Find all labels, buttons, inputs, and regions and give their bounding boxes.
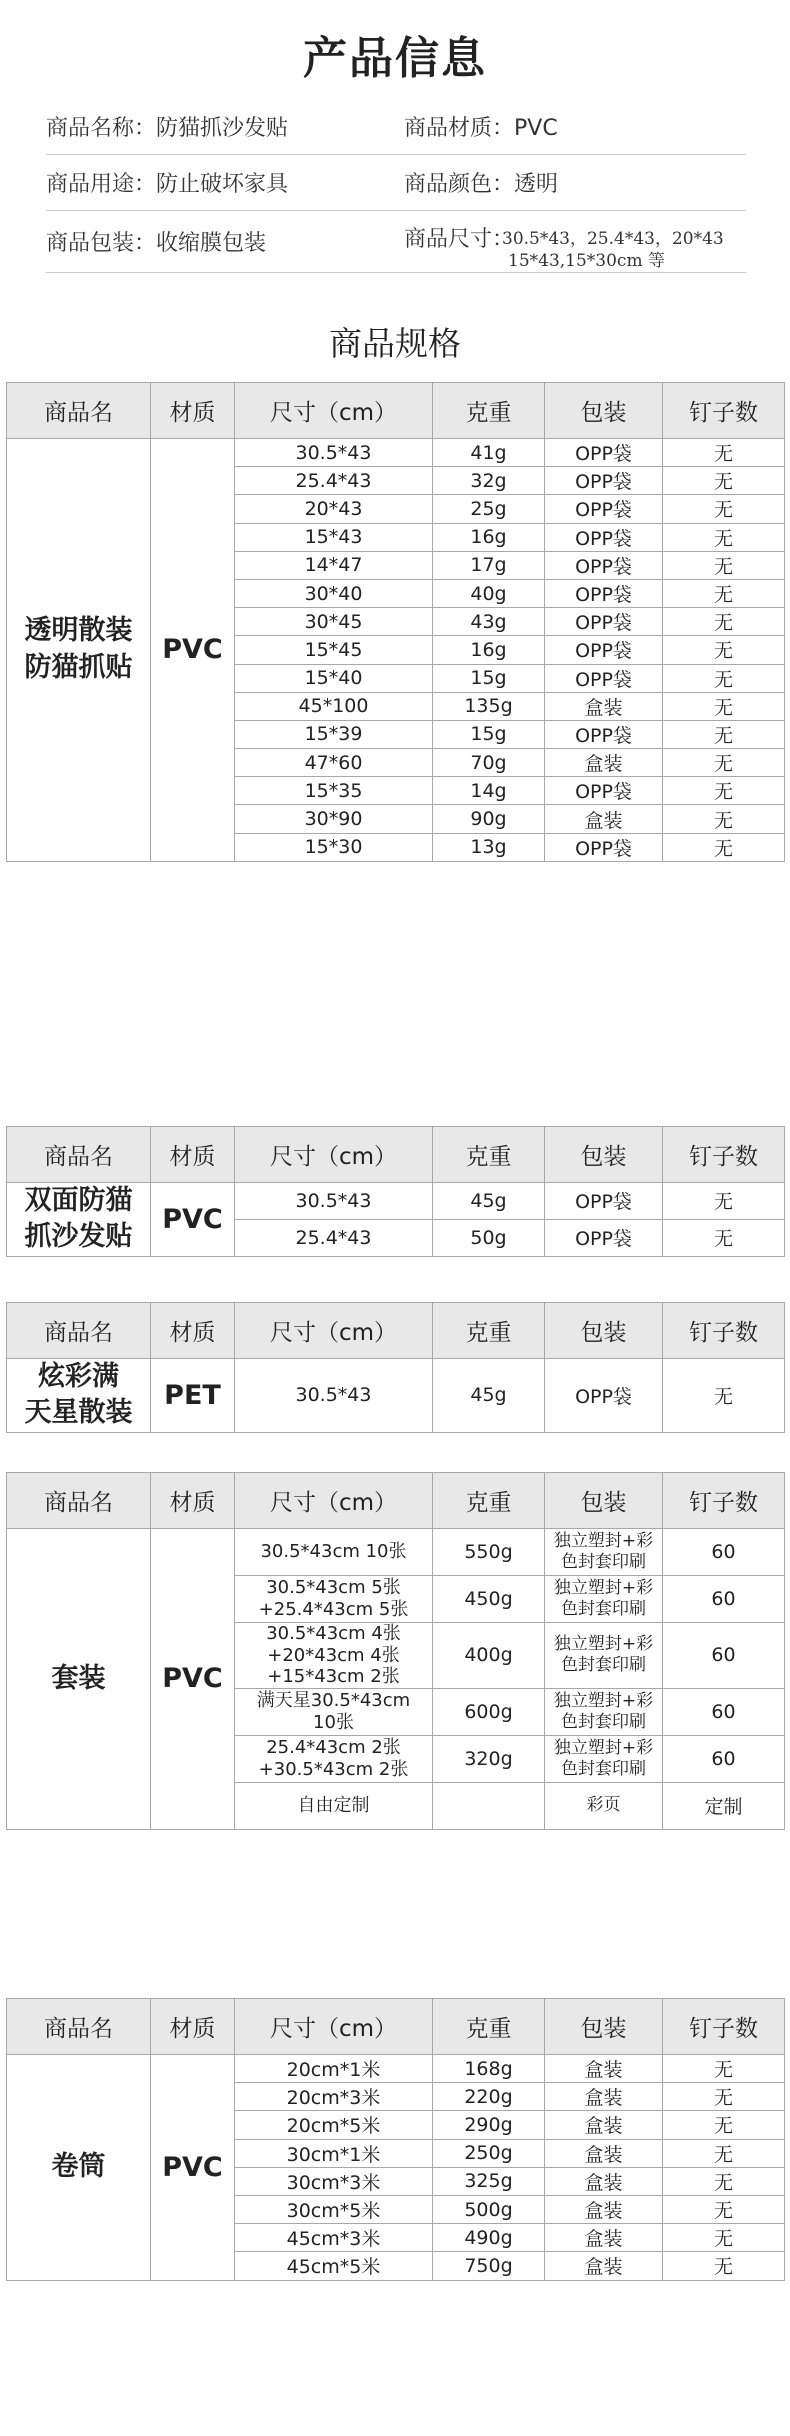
cell-line: 色封套印刷 bbox=[561, 1599, 646, 1619]
material-cell: PVC bbox=[151, 1529, 235, 1830]
nails-cell: 无 bbox=[663, 2195, 785, 2223]
cell-line: 色封套印刷 bbox=[561, 1552, 646, 1572]
weight-cell: 500g bbox=[433, 2195, 545, 2223]
nails-cell: 无 bbox=[663, 805, 785, 833]
cell-line: 独立塑封+彩 bbox=[553, 1577, 654, 1598]
table-header-row bbox=[7, 383, 785, 439]
page-title: 产品信息 bbox=[303, 33, 487, 84]
product-name-cell bbox=[7, 2055, 151, 2281]
cell-line: 独立塑封+彩 bbox=[553, 1737, 654, 1758]
packaging-cell: OPP袋 bbox=[545, 833, 663, 861]
header-packaging: 包装 bbox=[545, 1473, 663, 1529]
weight-cell: 168g bbox=[433, 2055, 545, 2083]
info-product-name: 商品名称：防猫抓沙发贴 bbox=[46, 116, 289, 141]
weight-cell: 13g bbox=[433, 833, 545, 861]
material-cell: PVC bbox=[151, 1183, 235, 1257]
info-packaging: 商品包装：收缩膜包装 bbox=[46, 231, 267, 256]
header-material: 材质 bbox=[151, 1127, 235, 1183]
size-cell: 30.5*43 bbox=[235, 439, 433, 467]
size-cell: 30cm*3米 bbox=[235, 2167, 433, 2195]
packaging-cell bbox=[545, 1623, 663, 1689]
packaging-cell: OPP袋 bbox=[545, 467, 663, 495]
nails-cell: 无 bbox=[663, 2083, 785, 2111]
cell-line: 彩页 bbox=[586, 1795, 621, 1816]
header-nails: 钉子数 bbox=[663, 1127, 785, 1183]
info-size-label: 商品尺寸： bbox=[404, 227, 515, 252]
info-material: 商品材质：PVC bbox=[404, 116, 558, 141]
packaging-cell: 盒装 bbox=[545, 2252, 663, 2280]
cell-line: 套装 bbox=[51, 1662, 106, 1694]
material-cell: PVC bbox=[151, 2055, 235, 2281]
info-usage: 商品用途：防止破坏家具 bbox=[46, 172, 289, 197]
packaging-cell: OPP袋 bbox=[545, 1359, 663, 1433]
size-cell: 20*43 bbox=[235, 495, 433, 523]
weight-cell: 15g bbox=[433, 720, 545, 748]
packaging-cell: OPP袋 bbox=[545, 720, 663, 748]
cell-line: 10张 bbox=[313, 1711, 354, 1733]
header-nails: 钉子数 bbox=[663, 1473, 785, 1529]
header-size: 尺寸（cm） bbox=[235, 1473, 433, 1529]
cell-line: 自由定制 bbox=[297, 1794, 370, 1816]
spec-table-set bbox=[6, 1472, 785, 1830]
cell-line: 色封套印刷 bbox=[561, 1758, 646, 1779]
table-header-row bbox=[7, 1999, 785, 2055]
packaging-cell bbox=[545, 1782, 663, 1829]
packaging-cell: OPP袋 bbox=[545, 523, 663, 551]
packaging-cell: 盒装 bbox=[545, 2224, 663, 2252]
info-color: 商品颜色：透明 bbox=[404, 172, 559, 197]
weight-cell: 16g bbox=[433, 523, 545, 551]
size-cell: 15*39 bbox=[235, 720, 433, 748]
weight-cell: 25g bbox=[433, 495, 545, 523]
size-cell: 15*45 bbox=[235, 636, 433, 664]
header-size: 尺寸（cm） bbox=[235, 1999, 433, 2055]
weight-cell bbox=[433, 1782, 545, 1829]
cell-line: 透明散装 bbox=[24, 615, 133, 647]
packaging-cell: 盒装 bbox=[545, 2167, 663, 2195]
size-cell: 30*90 bbox=[235, 805, 433, 833]
size-cell bbox=[235, 1576, 433, 1623]
cell-line: 独立塑封+彩 bbox=[553, 1530, 654, 1551]
weight-cell: 550g bbox=[433, 1529, 545, 1576]
cell-line: 独立塑封+彩 bbox=[553, 1634, 654, 1655]
nails-cell: 无 bbox=[663, 2111, 785, 2139]
cell-line: 25.4*43cm 2张 bbox=[266, 1737, 401, 1759]
weight-cell: 90g bbox=[433, 805, 545, 833]
size-cell bbox=[235, 1735, 433, 1782]
table-row bbox=[7, 1183, 785, 1220]
nails-cell: 无 bbox=[663, 1219, 785, 1256]
header-nails: 钉子数 bbox=[663, 1999, 785, 2055]
size-cell: 47*60 bbox=[235, 749, 433, 777]
cell-line: 炫彩满 bbox=[38, 1361, 119, 1392]
packaging-cell: OPP袋 bbox=[545, 551, 663, 579]
packaging-cell: 盒装 bbox=[545, 749, 663, 777]
size-cell: 20cm*5米 bbox=[235, 2111, 433, 2139]
cell-line: 30.5*43cm 4张 bbox=[266, 1623, 401, 1644]
material-cell: PVC bbox=[151, 439, 235, 862]
header-material: 材质 bbox=[151, 1303, 235, 1359]
weight-cell: 50g bbox=[433, 1219, 545, 1256]
packaging-cell: OPP袋 bbox=[545, 1219, 663, 1256]
nails-cell: 无 bbox=[663, 1183, 785, 1220]
packaging-cell: OPP袋 bbox=[545, 439, 663, 467]
nails-cell: 定制 bbox=[663, 1782, 785, 1829]
packaging-cell bbox=[545, 1735, 663, 1782]
cell-line: 满天星30.5*43cm bbox=[256, 1690, 411, 1712]
cell-line: 天星散装 bbox=[24, 1397, 133, 1429]
spec-heading: 商品规格 bbox=[329, 324, 461, 363]
weight-cell: 45g bbox=[433, 1359, 545, 1433]
size-cell: 15*30 bbox=[235, 833, 433, 861]
nails-cell: 无 bbox=[663, 2167, 785, 2195]
packaging-cell: OPP袋 bbox=[545, 664, 663, 692]
size-cell bbox=[235, 1688, 433, 1735]
info-size-line2: 15*43,15*30cm 等 bbox=[508, 251, 665, 271]
header-size: 尺寸（cm） bbox=[235, 1127, 433, 1183]
product-name-cell bbox=[7, 1183, 151, 1257]
nails-cell: 60 bbox=[663, 1529, 785, 1576]
nails-cell: 无 bbox=[663, 749, 785, 777]
spec-table-starry bbox=[6, 1302, 785, 1433]
cell-line: +15*43cm 2张 bbox=[267, 1666, 400, 1688]
header-nails: 钉子数 bbox=[663, 383, 785, 439]
info-row bbox=[46, 104, 746, 155]
header-nails: 钉子数 bbox=[663, 1303, 785, 1359]
weight-cell: 400g bbox=[433, 1623, 545, 1689]
size-cell: 30*40 bbox=[235, 579, 433, 607]
spec-table-roll bbox=[6, 1998, 785, 2281]
nails-cell: 无 bbox=[663, 439, 785, 467]
header-material: 材质 bbox=[151, 383, 235, 439]
header-packaging: 包装 bbox=[545, 1999, 663, 2055]
packaging-cell bbox=[545, 1576, 663, 1623]
info-row bbox=[46, 216, 746, 273]
size-cell: 15*40 bbox=[235, 664, 433, 692]
spec-table-clear-bulk bbox=[6, 382, 785, 862]
cell-line: +30.5*43cm 2张 bbox=[258, 1758, 409, 1780]
packaging-cell bbox=[545, 1688, 663, 1735]
table-header-row bbox=[7, 1127, 785, 1183]
nails-cell: 60 bbox=[663, 1576, 785, 1623]
cell-line: 色封套印刷 bbox=[561, 1711, 646, 1732]
weight-cell: 250g bbox=[433, 2139, 545, 2167]
packaging-cell bbox=[545, 1529, 663, 1576]
header-packaging: 包装 bbox=[545, 383, 663, 439]
nails-cell: 无 bbox=[663, 636, 785, 664]
nails-cell: 60 bbox=[663, 1735, 785, 1782]
packaging-cell: OPP袋 bbox=[545, 608, 663, 636]
size-cell: 25.4*43 bbox=[235, 1219, 433, 1256]
header-weight: 克重 bbox=[433, 1303, 545, 1359]
weight-cell: 16g bbox=[433, 636, 545, 664]
cell-line: 抓沙发贴 bbox=[24, 1221, 133, 1253]
packaging-cell: OPP袋 bbox=[545, 636, 663, 664]
packaging-cell: OPP袋 bbox=[545, 777, 663, 805]
header-name: 商品名 bbox=[7, 1999, 151, 2055]
header-size: 尺寸（cm） bbox=[235, 1303, 433, 1359]
weight-cell: 135g bbox=[433, 692, 545, 720]
table-row bbox=[7, 439, 785, 467]
header-name: 商品名 bbox=[7, 1127, 151, 1183]
size-cell: 20cm*3米 bbox=[235, 2083, 433, 2111]
weight-cell: 40g bbox=[433, 579, 545, 607]
header-weight: 克重 bbox=[433, 1127, 545, 1183]
weight-cell: 15g bbox=[433, 664, 545, 692]
table-row bbox=[7, 1359, 785, 1433]
packaging-cell: OPP袋 bbox=[545, 579, 663, 607]
nails-cell: 60 bbox=[663, 1688, 785, 1735]
table-header-row bbox=[7, 1303, 785, 1359]
size-cell: 30cm*1米 bbox=[235, 2139, 433, 2167]
header-material: 材质 bbox=[151, 1473, 235, 1529]
weight-cell: 32g bbox=[433, 467, 545, 495]
product-name-cell bbox=[7, 1529, 151, 1830]
weight-cell: 45g bbox=[433, 1183, 545, 1220]
size-cell: 30.5*43 bbox=[235, 1359, 433, 1433]
header-name: 商品名 bbox=[7, 1473, 151, 1529]
info-row bbox=[46, 160, 746, 211]
packaging-cell: 盒装 bbox=[545, 2139, 663, 2167]
cell-line: 卷筒 bbox=[51, 2151, 106, 2183]
size-cell bbox=[235, 1623, 433, 1689]
header-weight: 克重 bbox=[433, 1999, 545, 2055]
packaging-cell: 盒装 bbox=[545, 2055, 663, 2083]
header-name: 商品名 bbox=[7, 383, 151, 439]
size-cell: 30.5*43 bbox=[235, 1183, 433, 1220]
header-packaging: 包装 bbox=[545, 1303, 663, 1359]
packaging-cell: 盒装 bbox=[545, 2083, 663, 2111]
size-cell: 45*100 bbox=[235, 692, 433, 720]
size-cell: 14*47 bbox=[235, 551, 433, 579]
packaging-cell: OPP袋 bbox=[545, 495, 663, 523]
weight-cell: 14g bbox=[433, 777, 545, 805]
product-name-cell bbox=[7, 1359, 151, 1433]
weight-cell: 320g bbox=[433, 1735, 545, 1782]
weight-cell: 450g bbox=[433, 1576, 545, 1623]
header-weight: 克重 bbox=[433, 383, 545, 439]
weight-cell: 290g bbox=[433, 2111, 545, 2139]
packaging-cell: 盒装 bbox=[545, 805, 663, 833]
size-cell: 45cm*3米 bbox=[235, 2224, 433, 2252]
product-name-cell bbox=[7, 439, 151, 862]
cell-line: 色封套印刷 bbox=[561, 1655, 646, 1676]
header-name: 商品名 bbox=[7, 1303, 151, 1359]
nails-cell: 无 bbox=[663, 692, 785, 720]
nails-cell: 无 bbox=[663, 1359, 785, 1433]
spec-table-double-sided bbox=[6, 1126, 785, 1257]
cell-line: 独立塑封+彩 bbox=[553, 1690, 654, 1711]
header-weight: 克重 bbox=[433, 1473, 545, 1529]
size-cell: 30*45 bbox=[235, 608, 433, 636]
header-size: 尺寸（cm） bbox=[235, 383, 433, 439]
nails-cell: 无 bbox=[663, 664, 785, 692]
weight-cell: 750g bbox=[433, 2252, 545, 2280]
info-size-line1: 30.5*43，25.4*43，20*43 bbox=[502, 229, 724, 249]
size-cell: 45cm*5米 bbox=[235, 2252, 433, 2280]
weight-cell: 41g bbox=[433, 439, 545, 467]
cell-line: 30.5*43cm 5张 bbox=[266, 1577, 401, 1599]
nails-cell: 无 bbox=[663, 2055, 785, 2083]
table-header-row bbox=[7, 1473, 785, 1529]
nails-cell: 无 bbox=[663, 495, 785, 523]
nails-cell: 无 bbox=[663, 551, 785, 579]
weight-cell: 600g bbox=[433, 1688, 545, 1735]
packaging-cell: OPP袋 bbox=[545, 1183, 663, 1220]
size-cell bbox=[235, 1529, 433, 1576]
nails-cell: 无 bbox=[663, 2252, 785, 2280]
cell-line: 30.5*43cm 10张 bbox=[260, 1541, 407, 1563]
table-row bbox=[7, 1529, 785, 1576]
size-cell: 15*35 bbox=[235, 777, 433, 805]
size-cell: 30cm*5米 bbox=[235, 2195, 433, 2223]
header-packaging: 包装 bbox=[545, 1127, 663, 1183]
material-cell: PET bbox=[151, 1359, 235, 1433]
packaging-cell: 盒装 bbox=[545, 692, 663, 720]
nails-cell: 无 bbox=[663, 579, 785, 607]
nails-cell: 无 bbox=[663, 833, 785, 861]
weight-cell: 70g bbox=[433, 749, 545, 777]
weight-cell: 220g bbox=[433, 2083, 545, 2111]
size-cell: 20cm*1米 bbox=[235, 2055, 433, 2083]
weight-cell: 43g bbox=[433, 608, 545, 636]
nails-cell: 无 bbox=[663, 608, 785, 636]
header-material: 材质 bbox=[151, 1999, 235, 2055]
weight-cell: 490g bbox=[433, 2224, 545, 2252]
size-cell: 25.4*43 bbox=[235, 467, 433, 495]
nails-cell: 无 bbox=[663, 523, 785, 551]
nails-cell: 无 bbox=[663, 467, 785, 495]
nails-cell: 60 bbox=[663, 1623, 785, 1689]
nails-cell: 无 bbox=[663, 2224, 785, 2252]
table-row bbox=[7, 2055, 785, 2083]
cell-line: 双面防猫 bbox=[24, 1185, 133, 1216]
size-cell bbox=[235, 1782, 433, 1829]
packaging-cell: 盒装 bbox=[545, 2111, 663, 2139]
size-cell: 15*43 bbox=[235, 523, 433, 551]
nails-cell: 无 bbox=[663, 777, 785, 805]
packaging-cell: 盒装 bbox=[545, 2195, 663, 2223]
nails-cell: 无 bbox=[663, 720, 785, 748]
cell-line: 防猫抓贴 bbox=[24, 651, 133, 683]
cell-line: +25.4*43cm 5张 bbox=[258, 1599, 409, 1620]
weight-cell: 17g bbox=[433, 551, 545, 579]
weight-cell: 325g bbox=[433, 2167, 545, 2195]
nails-cell: 无 bbox=[663, 2139, 785, 2167]
cell-line: +20*43cm 4张 bbox=[267, 1644, 400, 1666]
